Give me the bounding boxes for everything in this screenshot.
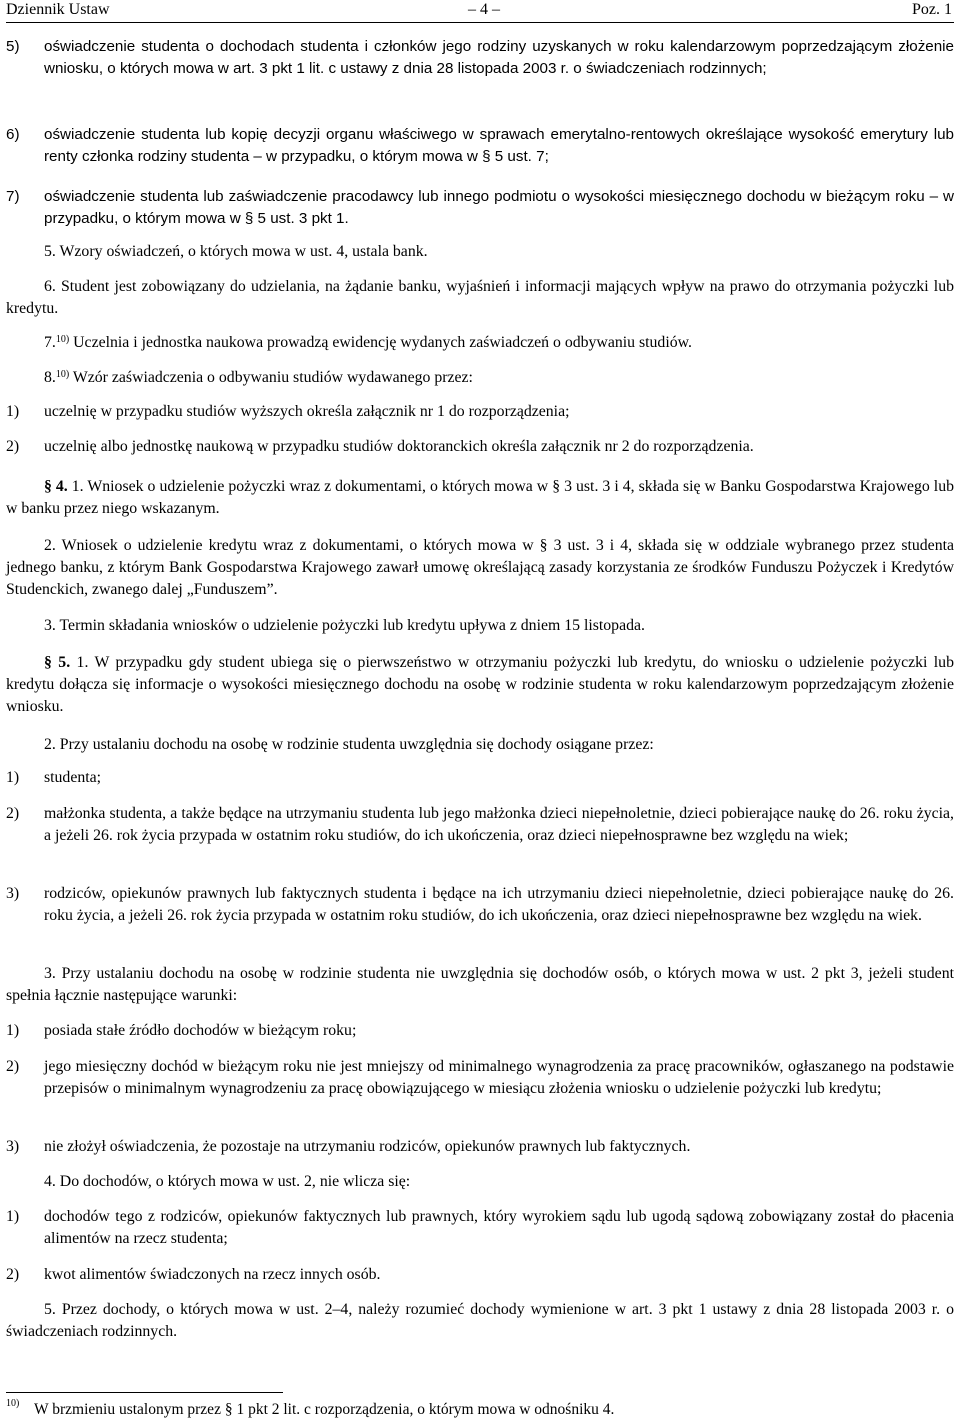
section-5-paragraph-2: 2. Przy ustalaniu dochodu na osobę w rodzinie studenta uwzględnia się dochody osiągane przez:	[44, 736, 654, 753]
footnote-number: 10)	[6, 1398, 20, 1409]
section-5-paragraph-1: § 5. 1. W przypadku gdy student ubiega się o pierwszeństwo w otrzymaniu pożyczki lub kredytu, do wniosku o udzielenie pożyczki lub kredytu dołącza się informacje o wysokości miesięcznego dochodu na osobę w rodzinie studenta w roku kalendarzowym poprzedzającym złożenie wniosku.	[6, 654, 954, 715]
section-5-paragraph-5: 5. Przez dochody, o których mowa w ust. 2–4, należy rozumieć dochody wymienione w art. 3 pkt 1 ustawy z dnia 28 listopada 2003 r. o świadczeniach rodzinnych.	[6, 1301, 954, 1340]
list-item: 3) rodziców, opiekunów prawnych lub faktycznych studenta i będące na ich utrzymaniu dzieci niepełnoletnie, dzieci pobierające naukę do 26. roku życia, a jeżeli 26. rok życia przypada w ostatnim roku studiów, do ich ukończenia, oraz dzieci niepełnosprawne bez względu na wiek.	[6, 885, 954, 924]
paragraph-7: 7.$^{10)}$ Uczelnia i jednostka naukowa prowadzą ewidencję wydanych zaświadczeń o odbywaniu studiów.	[44, 334, 692, 351]
list-item: 1) studenta;	[6, 769, 102, 786]
list-item: 5) oświadczenie studenta o dochodach studenta i członków jego rodziny uzyskanych w roku kalendarzowym poprzedzającym złożenie wniosku, o których mowa w art. 3 pkt 1 lit. c ustawy z dnia 28 listopada 2003 r. o świadczeniach rodzinnych;	[6, 38, 954, 77]
footnote	[6, 1399, 954, 1421]
list-item: 7) oświadczenie studenta lub zaświadczenie pracodawcy lub innego podmiotu o wysokości miesięcznego dochodu w bieżącym roku – w przypadku, o którym mowa w § 5 ust. 3 pkt 1.	[6, 188, 954, 227]
position-number: Poz. 1	[912, 1, 952, 18]
section-5-paragraph-3: 3. Przy ustalaniu dochodu na osobę w rodzinie studenta nie uwzględnia się dochodów osób, o których mowa w ust. 2 pkt 3, jeżeli student spełnia łącznie następujące warunki:	[6, 965, 954, 1004]
paragraph-6: 6. Student jest zobowiązany do udzielania, na żądanie banku, wyjaśnień i informacji mających wpływ na prawo do otrzymania pożyczki lub kredytu.	[6, 278, 954, 317]
list-item: 2) kwot alimentów świadczonych na rzecz innych osób.	[6, 1266, 381, 1283]
footnote-text: W brzmieniu ustalonym przez § 1 pkt 2 lit. c rozporządzenia, o którym mowa w odnośniku 4.	[34, 1401, 615, 1418]
list-item: 1) dochodów tego z rodziców, opiekunów faktycznych lub prawnych, który wyrokiem sądu lub ugodą sądową zobowiązany został do płacenia alimentów na rzecz studenta;	[6, 1208, 954, 1247]
list-item: 1) posiada stałe źródło dochodów w bieżącym roku;	[6, 1022, 357, 1039]
paragraph-8: 8.$^{10)}$ Wzór zaświadczenia o odbywaniu studiów wydawanego przez:	[44, 369, 473, 386]
page-number: – 4 –	[468, 1, 500, 18]
page-header	[6, 0, 954, 23]
section-4-paragraph-1: § 4. 1. Wniosek o udzielenie pożyczki wraz z dokumentami, o których mowa w § 3 ust. 3 i 4, składa się w Banku Gospodarstwa Krajowego lub w banku przez niego wskazanym.	[6, 478, 954, 517]
list-item: 1) uczelnię w przypadku studiów wyższych określa załącznik nr 1 do rozporządzenia;	[6, 403, 570, 420]
list-item: 2) małżonka studenta, a także będące na utrzymaniu studenta lub jego małżonka dzieci niepełnoletnie, dzieci pobierające naukę do 26. roku życia, a jeżeli 26. rok życia przypada w ostatnim roku studiów, do ich ukończenia, oraz dzieci niepełnosprawne bez względu na wiek;	[6, 805, 954, 844]
list-item: 2) jego miesięczny dochód w bieżącym roku nie jest mniejszy od minimalnego wynagrodzenia za pracę pracowników, ogłaszanego na podstawie przepisów o minimalnym wynagrodzeniu za pracę obowiązującego w miesiącu złożenia wniosku o udzielenie pożyczki lub kredytu;	[6, 1058, 954, 1097]
section-label: § 4.	[44, 478, 68, 495]
footnote-ref: 10)	[55, 369, 70, 380]
list-item: 2) uczelnię albo jednostkę naukową w przypadku studiów doktoranckich określa załącznik nr 2 do rozporządzenia.	[6, 438, 754, 455]
section-5-paragraph-4: 4. Do dochodów, o których mowa w ust. 2, nie wlicza się:	[44, 1173, 411, 1190]
journal-title: Dziennik Ustaw	[6, 1, 110, 18]
list-item: 6) oświadczenie studenta lub kopię decyzji organu właściwego w sprawach emerytalno-rentowych określające wysokość emerytury lub renty członka rodziny studenta – w przypadku, o którym mowa w § 5 ust. 7;	[6, 126, 954, 165]
section-label: § 5.	[44, 654, 71, 671]
paragraph-5: 5. Wzory oświadczeń, o których mowa w ust. 4, ustala bank.	[44, 243, 428, 260]
footnote-separator	[6, 1392, 283, 1393]
section-4-paragraph-3: 3. Termin składania wniosków o udzielenie pożyczki lub kredytu upływa z dniem 15 listopada.	[44, 617, 645, 634]
section-4-paragraph-2: 2. Wniosek o udzielenie kredytu wraz z dokumentami, o których mowa w § 3 ust. 3 i 4, składa się w oddziale wybranego przez studenta jednego banku, z którym Bank Gospodarstwa Krajowego zawarł umowę określającą zasady korzystania ze środków Funduszu Pożyczek i Kredytów Studenckich, zwanego dalej „Funduszem”.	[6, 537, 954, 598]
footnote-ref: 10)	[55, 334, 70, 345]
list-item: 3) nie złożył oświadczenia, że pozostaje na utrzymaniu rodziców, opiekunów prawnych lub faktycznych.	[6, 1138, 691, 1155]
